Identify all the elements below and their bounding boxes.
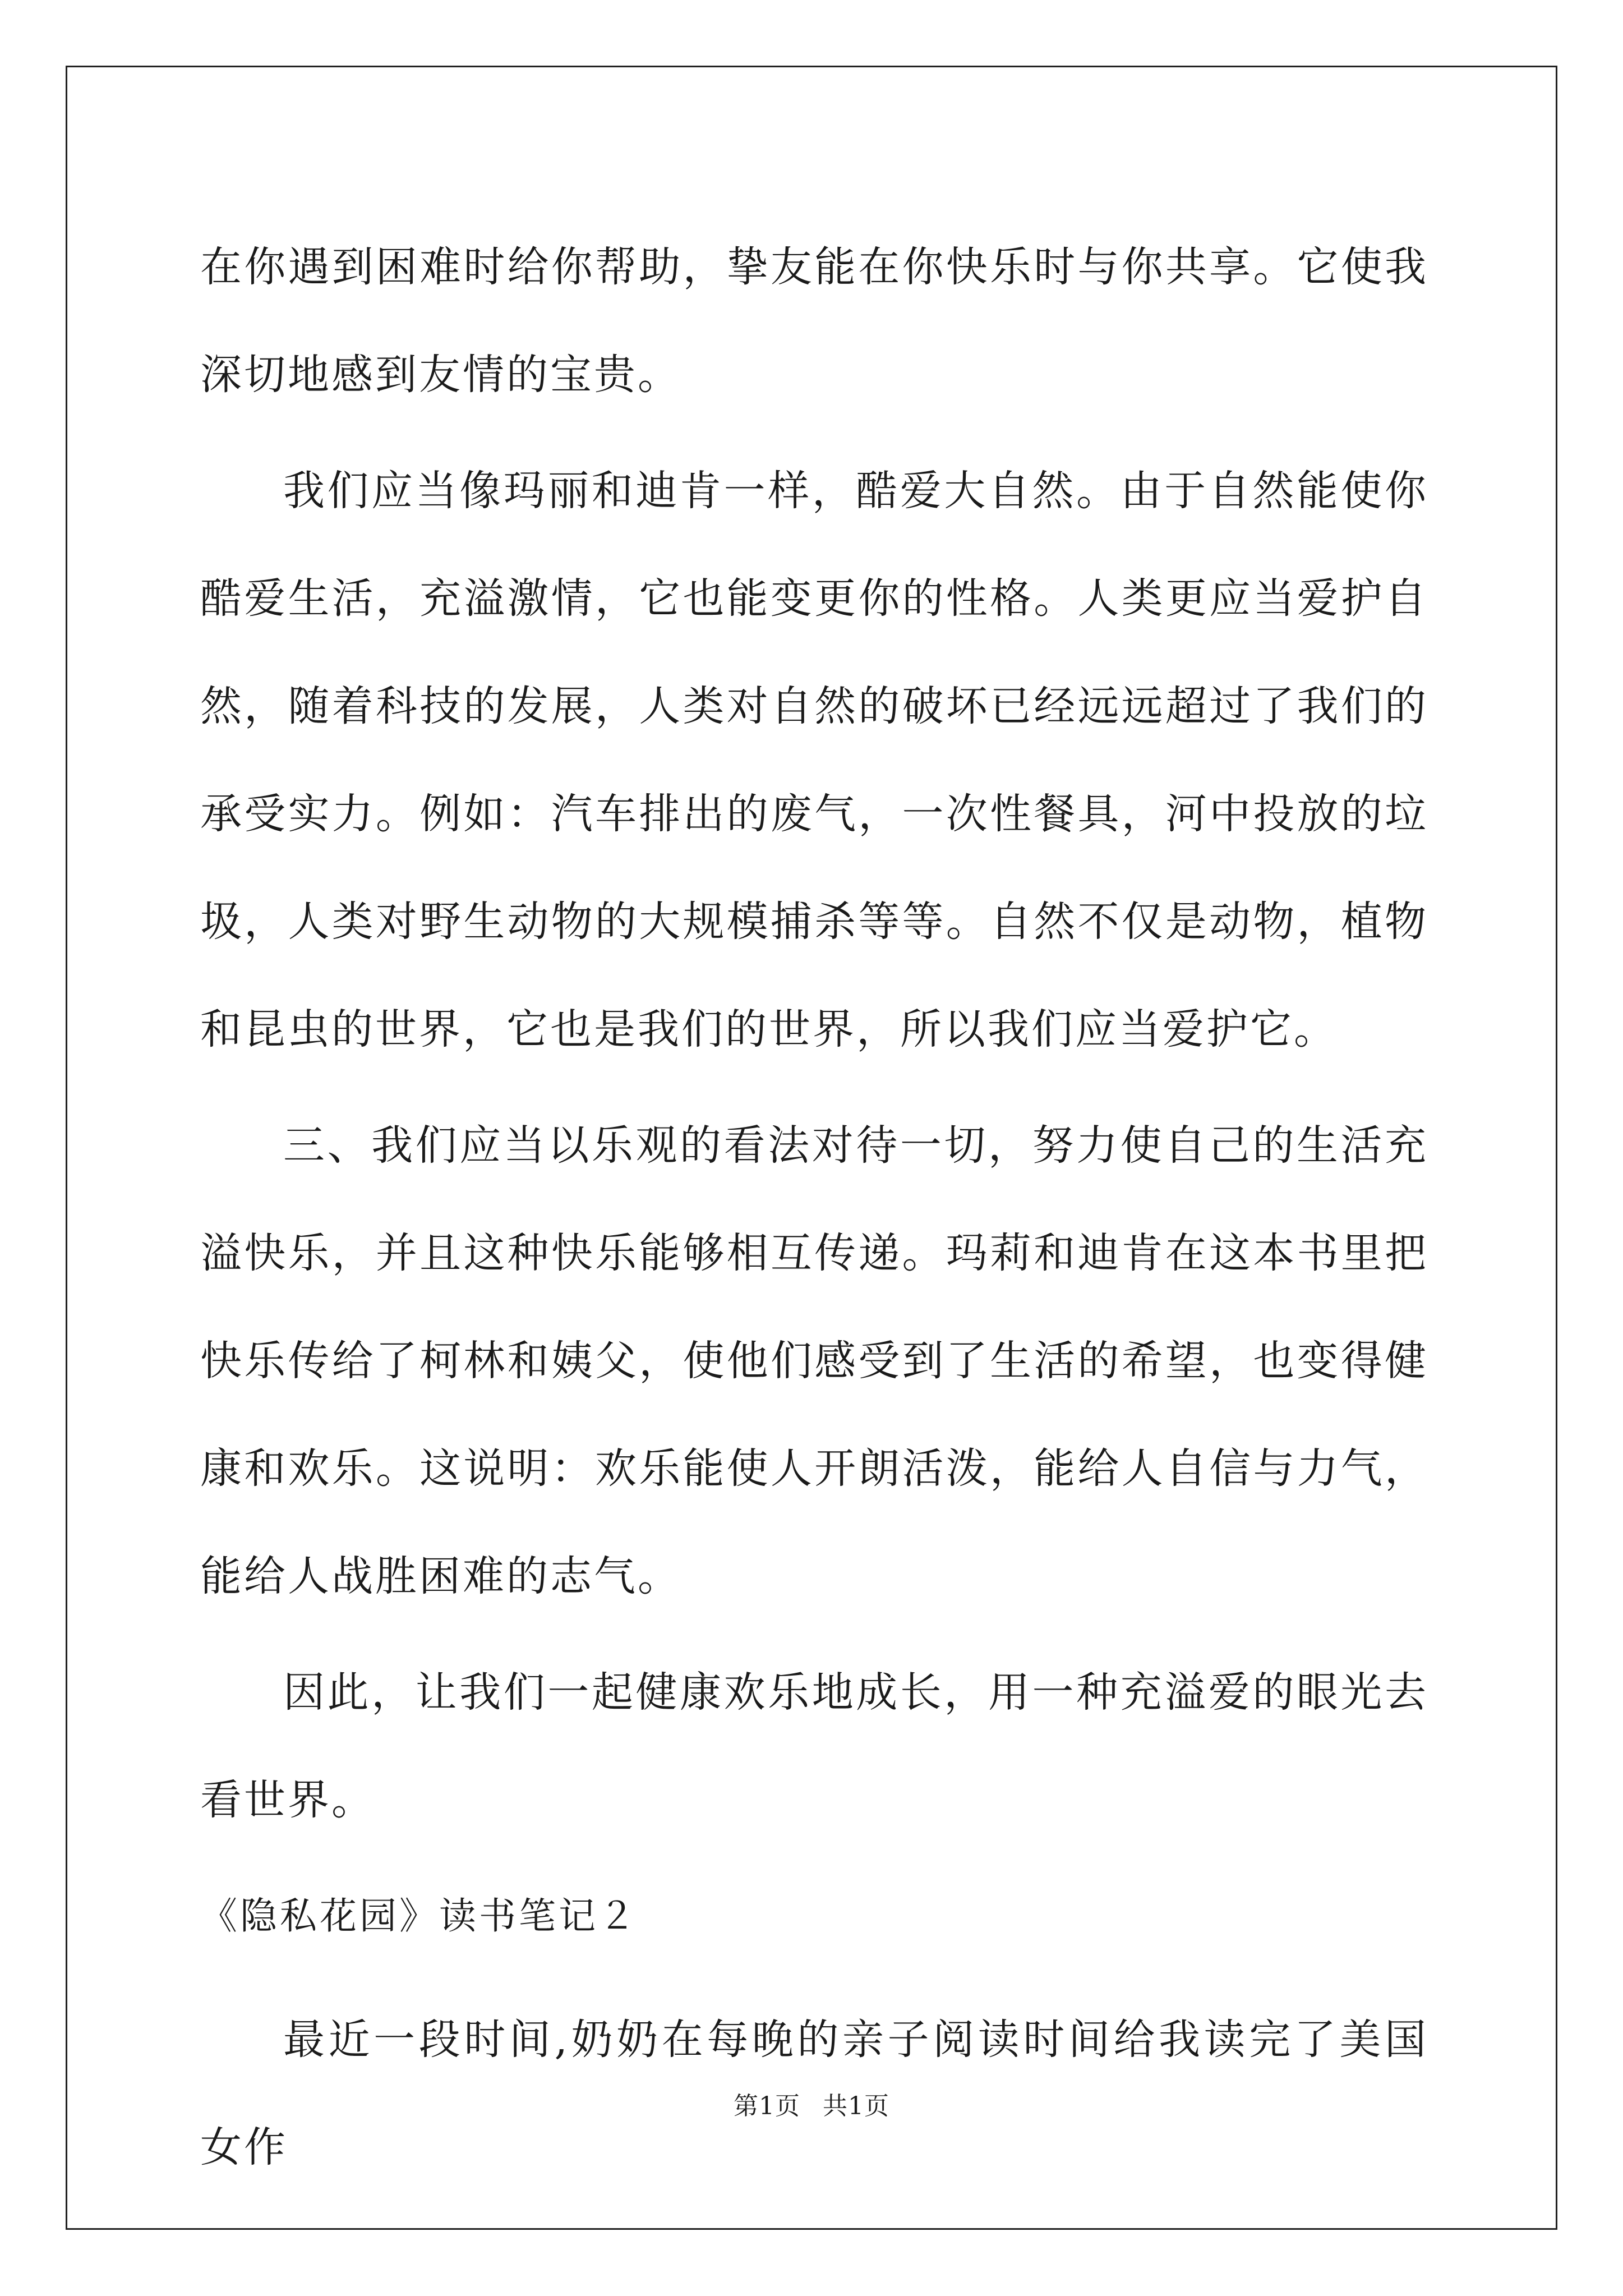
paragraph-optimism: 三、我们应当以乐观的看法对待一切，努力使自己的生活充溢快乐，并且这种快乐能够相互传递。玛莉和迪肯在这本书里把快乐传给了柯林和姨父，使他们感受到了生活的希望，也变得健康和欢乐。这说明：欢乐能使人开朗活泼，能给人自信与力气，能给人战胜困难的志气。 [200, 1121, 1428, 1600]
page-number: 第1页 [734, 2092, 800, 2120]
page-footer [0, 2090, 1623, 2123]
section-heading: 《隐私花园》读书笔记２ [200, 1894, 638, 1938]
paragraph-friendship: 在你遇到困难时给你帮助，挚友能在你快乐时与你共享。它使我深切地感到友情的宝贵。 [200, 243, 1428, 399]
document-body [200, 213, 1428, 2210]
paragraph-nature: 我们应当像玛丽和迪肯一样，酷爱大自然。由于自然能使你酷爱生活，充溢激情，它也能变更你的性格。人类更应当爱护自然，随着科技的发展，人类对自然的破坏已经远远超过了我们的承受实力。例如：汽车排出的废气，一次性餐具，河中投放的垃圾，人类对野生动物的大规模捕杀等等。自然不仅是动物，植物和昆虫的世界，它也是我们的世界，所以我们应当爱护它。 [200, 467, 1428, 1053]
paragraph-conclusion: 因此，让我们一起健康欢乐地成长，用一种充溢爱的眼光去看世界。 [200, 1668, 1428, 1824]
page-total: 共1页 [823, 2092, 889, 2120]
paragraph-next-note: 最近一段时间,奶奶在每晚的亲子阅读时间给我读完了美国女作 [200, 2016, 1428, 2171]
